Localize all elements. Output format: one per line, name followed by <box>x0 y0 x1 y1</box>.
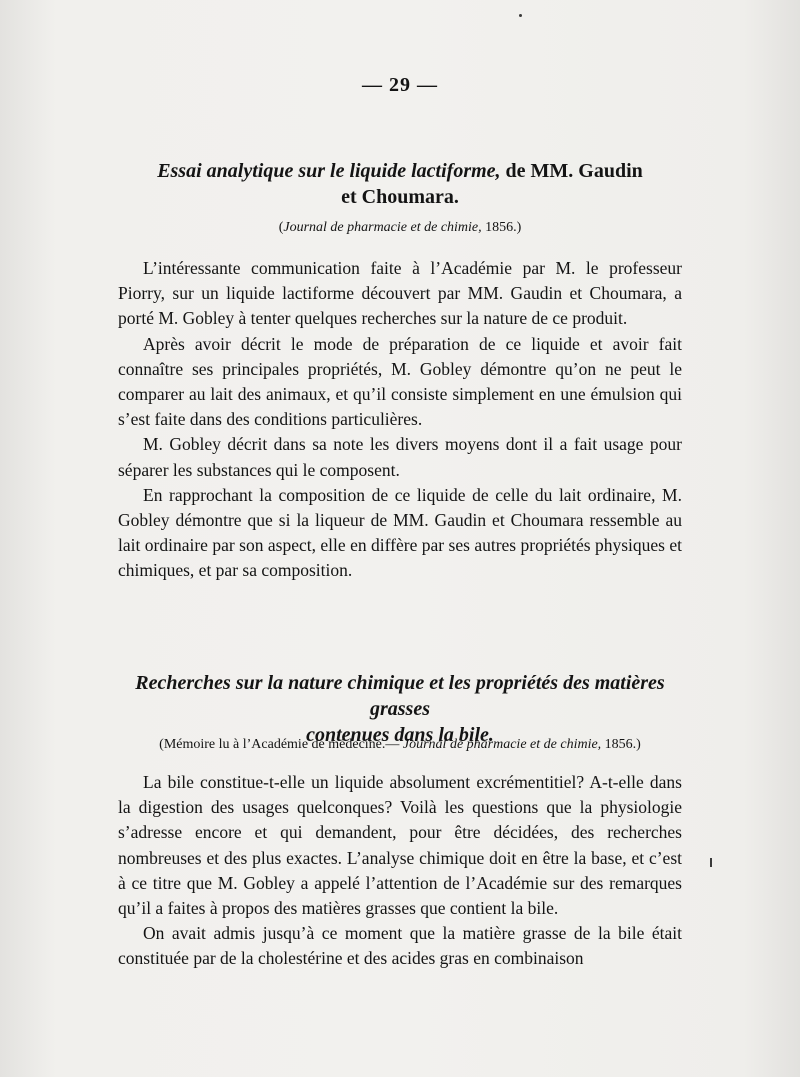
section1-paragraph: Après avoir décrit le mode de préparation de ce liquide et avoir fait connaître ses principales propriétés, M. Gobley démontre qu’on ne peut le comparer au lait des animaux, et qu’il consiste simplement en une émulsion qui s’est faite dans des conditions particulières. <box>118 333 682 430</box>
section2-source <box>108 735 692 755</box>
section1-source-year: 1856.) <box>481 220 522 235</box>
section2-title-line1: Recherches sur la nature chimique et les propriétés des matières grasses <box>135 672 665 720</box>
section2-title-line2: contenues dans la bile. <box>306 724 494 746</box>
scan-speck <box>710 858 712 867</box>
section2-paragraph: On avait admis jusqu’à ce moment que la matière grasse de la bile était constituée par de la cholestérine et des acides gras en combinaison <box>118 923 682 969</box>
scan-speck <box>519 14 522 17</box>
section2-source-journal: Journal de pharmacie et de chimie, <box>402 737 602 752</box>
section1-title-italic: Essai analytique sur le liquide lactiforme, <box>157 160 501 182</box>
section1-source-journal: Journal de pharmacie et de chimie, <box>283 220 482 235</box>
section1-paragraph: M. Gobley décrit dans sa note les divers moyens dont il a fait usage pour séparer les substances qui le composent. <box>118 434 682 480</box>
page-number: — 29 — <box>362 74 438 96</box>
section2-source-plain: (Mémoire lu à l’Académie de médecine.— <box>159 737 403 752</box>
section1-paragraph: L’intéressante communication faite à l’Académie par M. le professeur Piorry, sur un liquide lactiforme découvert par MM. Gaudin et Choumara, a porté M. Gobley à tenter quelques recherches sur la nature de ce produit. <box>118 258 682 329</box>
section1-title-line2: et Choumara. <box>341 186 459 208</box>
section1-body <box>118 256 682 584</box>
section1-title-authors: de MM. Gaudin <box>500 160 643 182</box>
section1-source <box>118 218 682 238</box>
section2-source-year: 1856.) <box>601 737 641 752</box>
section1-source-open: ( <box>278 220 284 235</box>
section2-paragraph: La bile constitue-t-elle un liquide absolument excrémentitiel? A-t-elle dans la digestion des usages quelconques? Voilà les questions que la physiologie s’adresse encore et qui demandent, pour être décidées, des recherches nombreuses et des plus exactes. L’analyse chimique doit en être la base, et c’est à ce titre que M. Gobley a appelé l’attention de l’Académie sur des remarques qu’il a faites à propos des matières grasses que contient la bile. <box>118 772 682 919</box>
section1-paragraph: En rapprochant la composition de ce liquide de celle du lait ordinaire, M. Gobley démontre que si la liqueur de MM. Gaudin et Choumara ressemble au lait ordinaire par son aspect, elle en diffère par ses autres propriétés physiques et chimiques, et par sa composition. <box>118 484 682 581</box>
section1-title <box>118 158 682 210</box>
section2-body <box>118 770 682 972</box>
